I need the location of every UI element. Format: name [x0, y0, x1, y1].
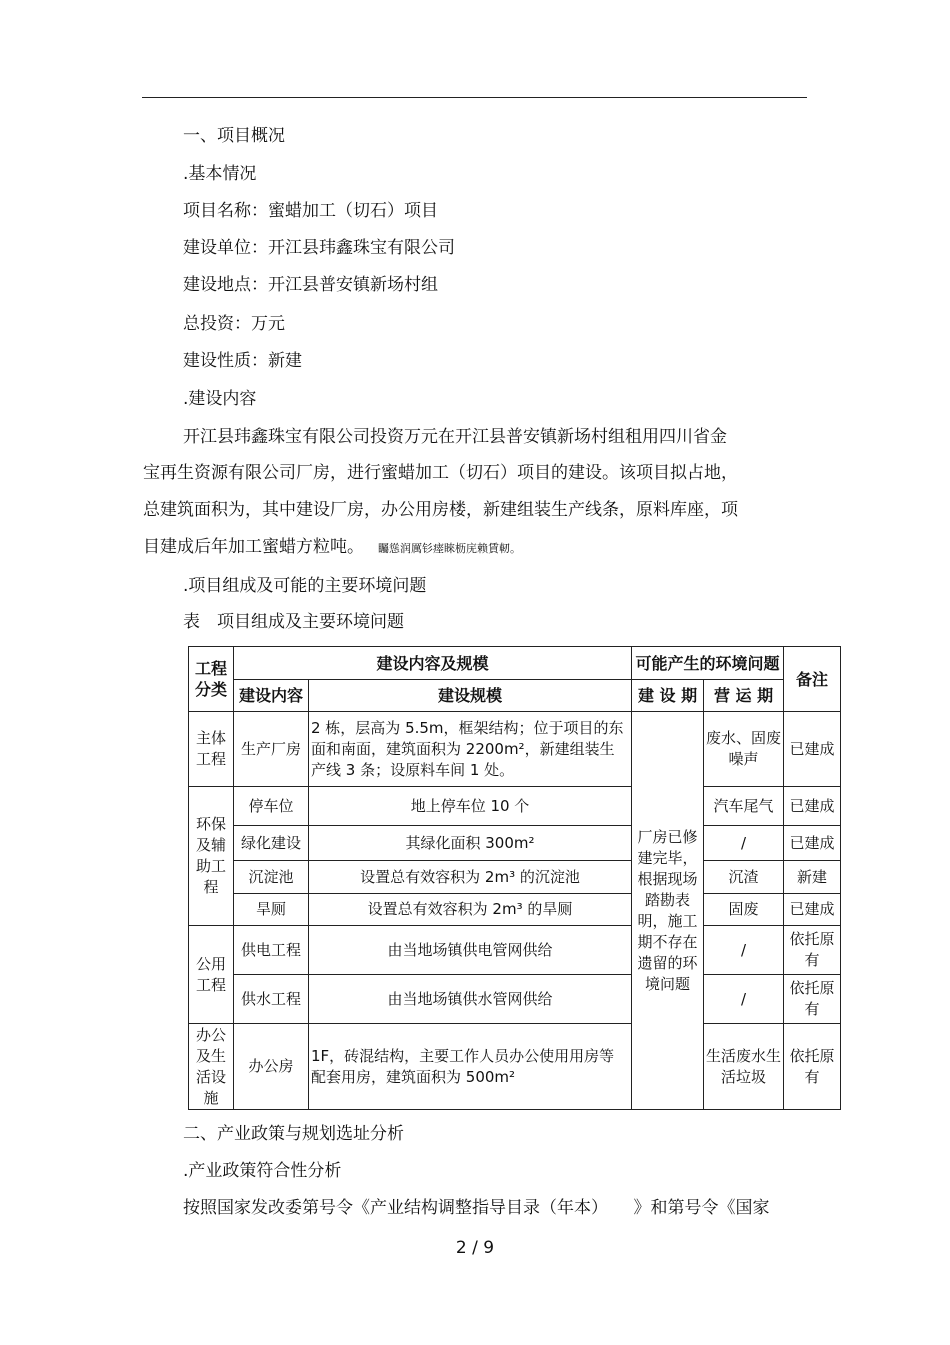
paragraph-line-3: 总建筑面积为，其中建设厂房，办公用房楼，新建组装生产线条，原料库座，项 — [143, 500, 738, 520]
row-note: 已建成 — [784, 826, 841, 861]
paragraph-line-4 — [143, 536, 521, 560]
row-content: 供电工程 — [234, 926, 309, 975]
header-note: 备注 — [784, 647, 841, 712]
row-content: 办公房 — [234, 1024, 309, 1110]
table-caption: 表 项目组成及主要环境问题 — [183, 612, 404, 632]
row-scale: 2 栋，层高为 5.5m，框架结构；位于项目的东面和南面，建筑面积为 2200m²，新建组装生产线 3 条；设原料车间 1 处。 — [309, 712, 632, 787]
row-operation: 沉渣 — [704, 861, 784, 894]
row-note: 依托原有 — [784, 1024, 841, 1110]
row-operation: / — [704, 975, 784, 1024]
row-content: 供水工程 — [234, 975, 309, 1024]
header-env-issues: 可能产生的环境问题 — [632, 647, 784, 680]
row-operation: 固废 — [704, 894, 784, 926]
site: 建设地点：开江县普安镇新场村组 — [183, 275, 438, 295]
policy-paragraph: 按照国家发改委第号令《产业结构调整指导目录（年本） 》和第号令《国家 — [183, 1198, 770, 1218]
row-content: 绿化建设 — [234, 826, 309, 861]
row-operation: / — [704, 826, 784, 861]
table-row — [189, 826, 841, 861]
header-scale: 建设规模 — [309, 680, 632, 712]
policy-heading: .产业政策符合性分析 — [183, 1161, 342, 1181]
row-note: 新建 — [784, 861, 841, 894]
table-row — [189, 712, 841, 787]
row-scale: 设置总有效容积为 2m³ 的沉淀池 — [309, 861, 632, 894]
table-row — [189, 861, 841, 894]
category-office: 办公及生活设施 — [189, 1024, 234, 1110]
row-scale: 由当地场镇供电管网供给 — [309, 926, 632, 975]
header-construction: 建 设 期 — [632, 680, 704, 712]
row-scale: 设置总有效容积为 2m³ 的旱厕 — [309, 894, 632, 926]
row-scale: 地上停车位 10 个 — [309, 787, 632, 826]
basic-info-heading: .基本情况 — [183, 164, 257, 184]
row-operation: 废水、固废噪声 — [704, 712, 784, 787]
row-content: 沉淀池 — [234, 861, 309, 894]
row-operation: / — [704, 926, 784, 975]
project-name: 项目名称：蜜蜡加工（切石）项目 — [183, 201, 438, 221]
table-row — [189, 787, 841, 826]
garbled-note: 矚慫润厲钐瘗睞枥庑赖賃軔。 — [378, 542, 521, 555]
construction-period-note: 厂房已修建完毕，根据现场踏勘表明，施工期不存在遗留的环境问题 — [632, 712, 704, 1110]
table-row — [189, 975, 841, 1024]
nature: 建设性质：新建 — [183, 351, 302, 371]
row-scale: 由当地场镇供水管网供给 — [309, 975, 632, 1024]
composition-heading: .项目组成及可能的主要环境问题 — [183, 576, 427, 596]
row-note: 依托原有 — [784, 975, 841, 1024]
section-1-title: 一、项目概况 — [183, 126, 285, 146]
header-content: 建设内容 — [234, 680, 309, 712]
paragraph-line-1: 开江县玮鑫珠宝有限公司投资万元在开江县普安镇新场村组租用四川省金 — [183, 427, 727, 447]
row-note: 已建成 — [784, 712, 841, 787]
row-content: 生产厂房 — [234, 712, 309, 787]
category-env: 环保及辅助工程 — [189, 787, 234, 926]
row-operation: 生活废水生活垃圾 — [704, 1024, 784, 1110]
category-public: 公用工程 — [189, 926, 234, 1024]
project-composition-table — [188, 646, 841, 1110]
header-rule — [142, 97, 807, 98]
table-row — [189, 1024, 841, 1110]
row-operation: 汽车尾气 — [704, 787, 784, 826]
row-note: 已建成 — [784, 787, 841, 826]
row-note: 已建成 — [784, 894, 841, 926]
row-scale: 其绿化面积 300m² — [309, 826, 632, 861]
builder: 建设单位：开江县玮鑫珠宝有限公司 — [183, 238, 455, 258]
page-number: 2 / 9 — [455, 1238, 495, 1258]
table-row — [189, 926, 841, 975]
content-heading: .建设内容 — [183, 389, 257, 409]
table-row — [189, 894, 841, 926]
row-content: 停车位 — [234, 787, 309, 826]
row-scale: 1F，砖混结构，主要工作人员办公使用用房等配套用房，建筑面积为 500m² — [309, 1024, 632, 1110]
paragraph-line-2: 宝再生资源有限公司厂房，进行蜜蜡加工（切石）项目的建设。该项目拟占地， — [143, 463, 738, 483]
category-main: 主体工程 — [189, 712, 234, 787]
header-category: 工程分类 — [189, 647, 234, 712]
row-note: 依托原有 — [784, 926, 841, 975]
investment: 总投资：万元 — [183, 314, 285, 334]
row-content: 旱厕 — [234, 894, 309, 926]
section-2-title: 二、产业政策与规划选址分析 — [183, 1124, 404, 1144]
header-content-scale: 建设内容及规模 — [234, 647, 632, 680]
paragraph-line-4-text: 目建成后年加工蜜蜡方粒吨。 — [143, 537, 364, 557]
header-operation: 营 运 期 — [704, 680, 784, 712]
